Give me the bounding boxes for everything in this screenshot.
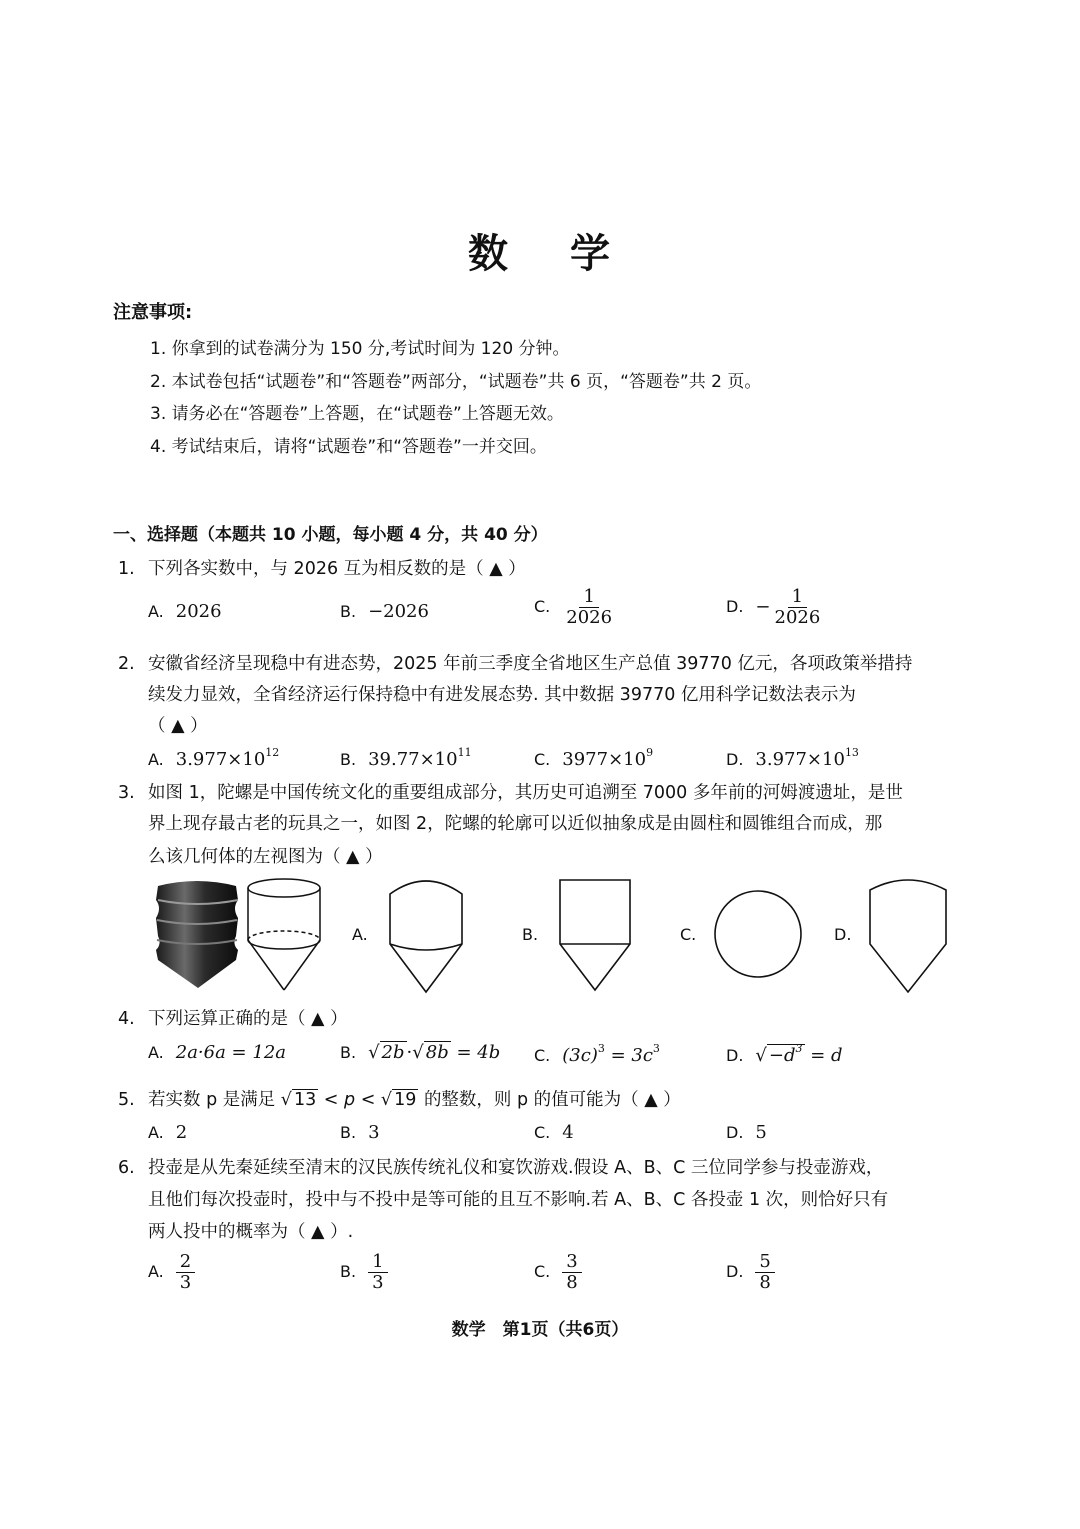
option-d: D. $3.977\times 10^{13}$ (726, 746, 859, 770)
notice-heading: 注意事项: (113, 302, 193, 323)
option-c: C. $(3c)^3 = 3c^3$ (534, 1042, 660, 1066)
option-a-figure (388, 874, 464, 994)
notice-item: 1. 你拿到的试卷满分为 150 分,考试时间为 120 分钟。 (150, 339, 570, 359)
option-c: C. $3977\times 10^9$ (534, 746, 654, 770)
page-title (0, 222, 1080, 279)
option-a: A. 2 (148, 1122, 188, 1143)
question-text: 下列各实数中，与 2026 互为相反数的是（ ▲ ） (148, 559, 526, 579)
option-d: D. − $\frac{1}{2026}$ (726, 587, 824, 628)
question-number: 2. (118, 654, 135, 674)
fraction: $\frac{1}{2026}$ (566, 586, 613, 628)
option-b: B. √ 2b ·√ 8b = 4b (340, 1042, 501, 1063)
question-text: 如图 1，陀螺是中国传统文化的重要组成部分，其历史可追溯至 7000 多年前的河姆渡遗址，是世 (148, 783, 903, 803)
notice-item: 3. 请务必在“答题卷”上答题，在“试题卷”上答题无效。 (150, 404, 564, 424)
question-number: 4. (118, 1009, 135, 1029)
option-c-figure (712, 888, 804, 980)
question-2-line-3: （ ▲ ） (148, 716, 208, 736)
fraction: $\frac{1}{2026}$ (774, 586, 821, 628)
spinning-top-photo (152, 878, 242, 990)
option-d: D. (834, 925, 852, 944)
title-char-2: 学 (570, 230, 612, 277)
notice-item: 4. 考试结束后，请将“试题卷”和“答题卷”一并交回。 (150, 437, 547, 457)
question-text: 安徽省经济呈现稳中有进态势，2025 年前三季度全省地区生产总值 39770 亿元，各项政策举措持 (148, 654, 913, 674)
question-2-line-2: 续发力显效，全省经济运行保持稳中有进发展态势. 其中数据 39770 亿用科学记数法表示为 (148, 685, 856, 705)
question-2 (118, 650, 912, 675)
option-b: B. (522, 925, 539, 944)
question-5: 5. 若实数 p 是满足 √ 13 < p < √ 19 的整数，则 p 的值可能为（ ▲ ） (118, 1090, 681, 1110)
option-b: B. $\frac{1}{3}$ (340, 1252, 388, 1293)
option-b: B. −2026 (340, 601, 429, 622)
option-c: C. 4 (534, 1122, 574, 1143)
question-number: 1. (118, 559, 135, 579)
option-c: C. (680, 925, 697, 944)
option-d: D. 5 (726, 1122, 767, 1143)
question-6-line-2: 且他们每次投壶时，投中与不投中是等可能的且互不影响.若 A、B、C 各投壶 1 次，则恰好只有 (148, 1190, 889, 1210)
option-a: A. (352, 925, 368, 944)
option-d-figure (868, 874, 948, 994)
option-a: A. $3.977\times 10^{12}$ (148, 746, 280, 770)
option-c: C. $\frac{1}{2026}$ (534, 587, 616, 628)
question-number: 5. (118, 1090, 135, 1110)
section-title: 一、选择题（本题共 10 小题，每小题 4 分，共 40 分） (113, 525, 548, 545)
question-3-line-3: 么该几何体的左视图为（ ▲ ） (148, 847, 383, 867)
question-text: 下列运算正确的是（ ▲ ） (148, 1009, 348, 1029)
question-text: 投壶是从先秦延续至清末的汉民族传统礼仪和宴饮游戏.假设 A、B、C 三位同学参与投壶游戏， (148, 1158, 884, 1178)
option-a: A. 2026 (148, 601, 222, 622)
question-6-line-3: 两人投中的概率为（ ▲ ）. (148, 1222, 354, 1242)
option-d: D. √ $-d^3 = d$ (726, 1042, 843, 1066)
question-6 (118, 1154, 883, 1179)
question-1 (118, 555, 526, 580)
notice-item: 2. 本试卷包括“试题卷”和“答题卷”两部分，“试题卷”共 6 页，“答题卷”共 2 页。 (150, 372, 762, 392)
question-3-line-2: 界上现存最古老的玩具之一，如图 2，陀螺的轮廓可以近似抽象成是由圆柱和圆锥组合而成，那 (148, 814, 883, 834)
option-b-figure (558, 878, 632, 992)
question-number: 3. (118, 783, 135, 803)
option-a: A. 2a·6a = 12a (148, 1042, 286, 1063)
page-footer: 数学 第1页（共6页） (451, 1320, 629, 1340)
option-a: A. $\frac{2}{3}$ (148, 1252, 195, 1293)
question-3 (118, 779, 903, 804)
question-number: 6. (118, 1158, 135, 1178)
option-d: D. $\frac{5}{8}$ (726, 1252, 775, 1293)
option-b: B. $39.77\times 10^{11}$ (340, 746, 472, 770)
title-char-1: 数 (468, 230, 510, 277)
option-b: B. 3 (340, 1122, 380, 1143)
question-4 (118, 1005, 348, 1030)
cylinder-cone-figure (244, 878, 324, 992)
option-c: C. $\frac{3}{8}$ (534, 1252, 582, 1293)
